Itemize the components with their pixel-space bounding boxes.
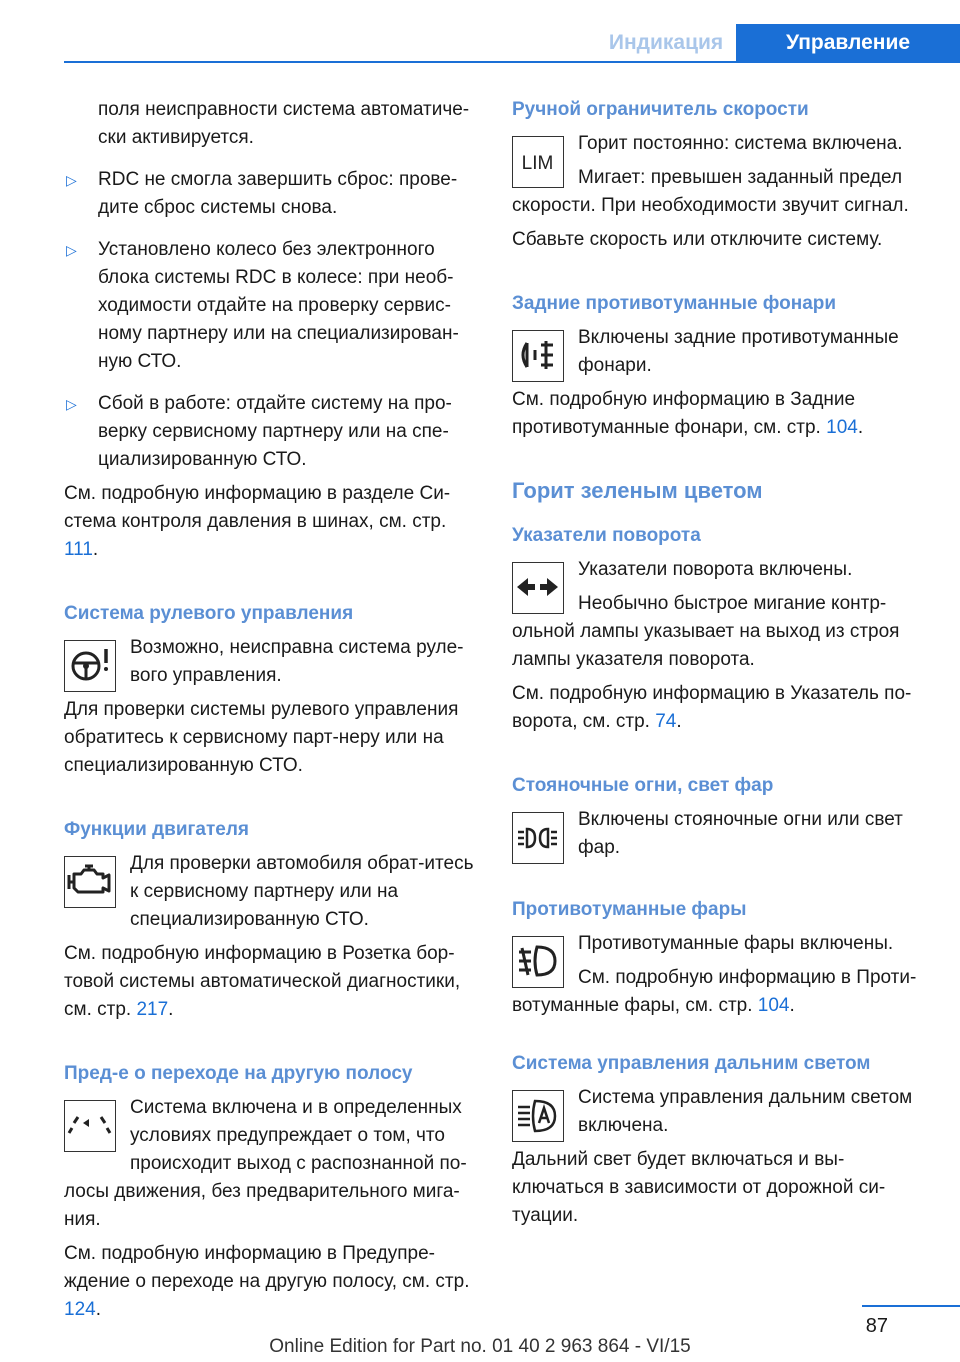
page-link[interactable]: 104 — [826, 417, 858, 438]
heading-steering: Система рулевого управления — [64, 603, 354, 624]
footer-edition: Online Edition for Part no. 01 40 2 963 864 - VI/15 — [269, 1336, 691, 1357]
lane-departure-icon — [64, 1100, 116, 1152]
rear-fog-light-icon — [512, 330, 564, 382]
high-beam-assist-icon — [512, 1090, 564, 1142]
tab-controls[interactable]: Управление — [736, 24, 960, 61]
high-beam-text-1: Система управления дальним светом включена. — [578, 1087, 913, 1136]
front-fog-light-icon — [512, 936, 564, 988]
left-column — [64, 96, 480, 1324]
heading-rear-fog: Задние противотуманные фонари — [512, 293, 837, 314]
heading-high-beam-assist: Система управления дальним светом — [512, 1053, 871, 1074]
page-link[interactable]: 124 — [64, 1299, 96, 1320]
fog-text-1: Противотуманные фары включены. — [578, 933, 894, 954]
tab-indication[interactable]: Индикация — [608, 31, 724, 54]
rear-fog-text-1: Включены задние противотуманные фонари. — [578, 327, 899, 376]
page-link[interactable]: 217 — [136, 999, 169, 1020]
limiter-text-2: Мигает: превышен заданный предел скорости. При необходимости звучит сигнал. — [512, 167, 909, 216]
lane-text-2: См. подробную информацию в Предупре-ждение о переходе на другую полосу, см. стр. 124. — [64, 1243, 470, 1320]
bullet-triangle-icon: ▷ — [66, 396, 77, 412]
turn-text-3: См. подробную информацию в Указатель по-ворота, см. стр. 74. — [512, 683, 912, 732]
page-link[interactable]: 104 — [757, 995, 790, 1016]
limiter-text-1: Горит постоянно: система включена. — [578, 133, 903, 154]
turn-signal-icon — [512, 562, 564, 614]
svg-text:LIM: LIM — [521, 153, 554, 174]
parking-lights-icon — [512, 812, 564, 864]
heading-parking-lights: Стояночные огни, свет фар — [512, 775, 774, 796]
high-beam-text-2: Дальний свет будет включаться и вы-ключаться в зависимости от дорожной си-туации. — [512, 1149, 886, 1226]
steering-warning-icon — [64, 640, 116, 692]
turn-text-2: Необычно быстрое мигание контр-ольной лампы указывает на выход из строя лампы указателя поворота. — [512, 593, 900, 670]
bullet-triangle-icon: ▷ — [66, 242, 77, 258]
page-link[interactable]: 74 — [655, 711, 677, 732]
heading-lane-departure: Пред-е о переходе на другую полосу — [64, 1063, 413, 1084]
turn-text-1: Указатели поворота включены. — [578, 559, 853, 580]
header-rule — [64, 61, 960, 63]
engine-text-1: Для проверки автомобиля обрат-итесь к сервисному партнеру или на специализированную СТО. — [130, 853, 474, 930]
bullet-rdc-reset: ▷ RDC не смогла завершить сброс: прове-дите сброс системы снова. — [64, 166, 480, 222]
bullet-triangle-icon: ▷ — [66, 172, 77, 188]
page-link[interactable]: 111 — [64, 539, 93, 560]
bullet-rdc-wheel: ▷ Установлено колесо без электронного блока системы RDC в колесе: при необ-ходимости отдайте на проверку сервис-ному партнеру или на специализирован-ную СТО. — [64, 236, 480, 376]
steering-text-1: Возможно, неисправна система руле-вого управления. — [130, 637, 464, 686]
paragraph-rdc-auto: поля неисправности система автоматиче-ски активируется. — [98, 99, 470, 148]
page-number: 87 — [865, 1315, 888, 1337]
engine-text-2: См. подробную информацию в Розетка бор-товой системы автоматической диагностики, см. стр. 217. — [64, 943, 461, 1020]
rear-fog-text-2: См. подробную информацию в Задние противотуманные фонари, см. стр. 104. — [512, 389, 864, 438]
engine-check-icon — [64, 856, 116, 908]
heading-engine: Функции двигателя — [64, 819, 250, 840]
heading-green: Горит зеленым цветом — [512, 478, 763, 503]
footer-rule — [862, 1305, 960, 1307]
lane-text-1: Система включена и в определенных условиях предупреждает о том, что происходит выход с распознанной по-лосы движения, без предварительного мига-ния. — [64, 1097, 467, 1230]
parking-text-1: Включены стояночные огни или свет фар. — [578, 809, 903, 858]
steering-text-2: Для проверки системы рулевого управления обратитесь к сервисному парт-неру или на специализированную СТО. — [64, 699, 459, 776]
fog-text-2: См. подробную информацию в Проти-вотуманные фары, см. стр. 104. — [512, 967, 917, 1016]
right-column — [512, 96, 932, 1230]
heading-speed-limiter: Ручной ограничитель скорости — [512, 99, 809, 120]
heading-turn-signals: Указатели поворота — [512, 525, 701, 546]
heading-fog-lights: Противотуманные фары — [512, 899, 747, 920]
paragraph-rdc-ref: См. подробную информацию в разделе Си-стема контроля давления в шинах, см. стр. 111. — [64, 483, 451, 560]
bullet-rdc-failure: ▷ Сбой в работе: отдайте систему на про-верку сервисному партнеру или на спе-циализированную СТО. — [64, 390, 480, 474]
limiter-text-3: Сбавьте скорость или отключите систему. — [512, 229, 883, 250]
speed-limiter-icon — [512, 136, 564, 188]
